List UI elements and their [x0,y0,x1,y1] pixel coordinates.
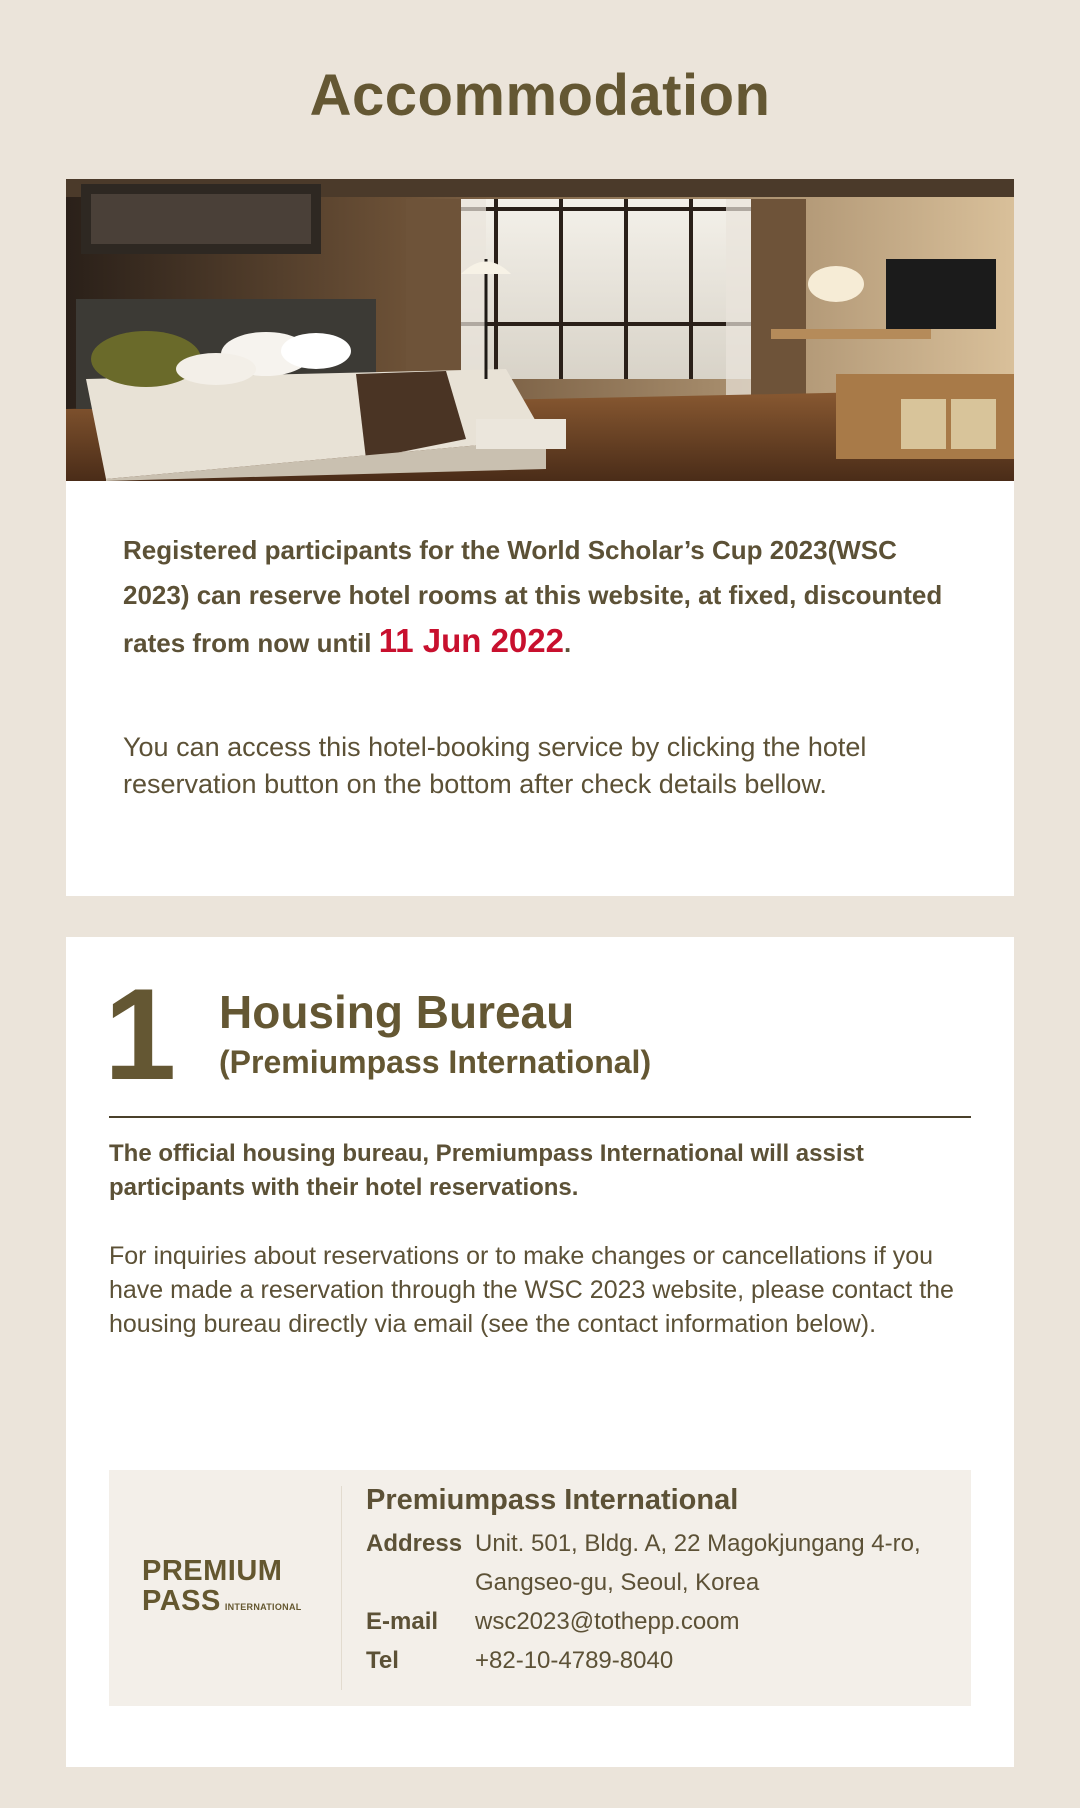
section-lead: The official housing bureau, Premiumpass International will assist participants with their hotel reservations. [109,1140,864,1201]
address-value: Unit. 501, Bldg. A, 22 Magokjungang 4-ro, Gangseo-gu, Seoul, Korea [475,1530,921,1596]
logo-line1: PREMIUM [142,1555,283,1587]
intro-paragraph [123,528,963,666]
email-label: E-mail [366,1608,439,1635]
contact-tel-row [366,1641,935,1680]
contact-email-row [366,1602,935,1641]
section-divider [109,1116,971,1118]
intro-card [66,179,1014,896]
logo-word: PASS [142,1585,221,1617]
section-subtitle: (Premiumpass International) [219,1044,652,1080]
hotel-room-image [66,179,1014,481]
tel-label: Tel [366,1647,399,1674]
section-number: 1 [104,961,177,1107]
housing-bureau-card [66,937,1014,1767]
section-body: For inquiries about reservations or to make changes or cancellations if you have made a reservation through the WSC 2023 website, please contact the housing bureau directly via email (see the contact information below). [109,1242,954,1338]
contact-box [109,1470,971,1706]
logo-line2 [142,1586,322,1622]
page-title: Accommodation [309,63,771,128]
address-label: Address [366,1530,463,1557]
access-text: You can access this hotel-booking service by clicking the hotel reservation button on the bottom after check details bellow. [123,732,867,799]
contact-divider [341,1486,342,1690]
logo-small-text: INTERNATIONAL [224,1602,302,1612]
contact-org-name: Premiumpass International [366,1484,739,1516]
section-title: Housing Bureau [219,986,575,1038]
deadline-date: 11 Jun 2022 [378,622,564,659]
intro-text: Registered participants for the World Scholar’s Cup 2023(WSC 2023) can reserve hotel rooms at this website, at fixed, discounted rates from now until [123,535,943,658]
premiumpass-logo [142,1556,322,1626]
email-value[interactable]: wsc2023@tothepp.coom [475,1608,740,1635]
tel-value[interactable]: +82-10-4789-8040 [475,1647,674,1674]
contact-address-row [366,1524,935,1602]
intro-period: . [564,628,572,658]
